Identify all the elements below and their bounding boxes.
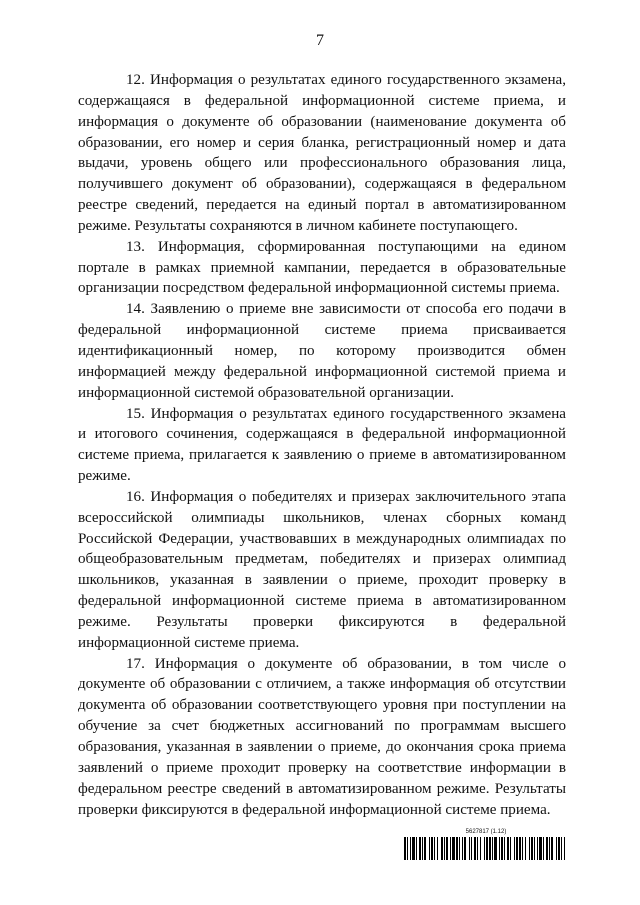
paragraph-17: 17. Информация о документе об образовании, в том числе о документе об образовании с отличием, а также информация об отсутствии документа об образовании соответствующего уровня при поступлении на обучение за счет бюджетных ассигнований по программам высшего образования, указанная в заявлении о приеме, до окончания срока приема заявлений о приеме проходит проверку на соответствие информации в федеральном реестре сведений в автоматизированном режиме. Результаты проверки фиксируются в федеральной информационной системе приема. (78, 655, 566, 818)
paragraph-14: 14. Заявлению о приеме вне зависимости от способа его подачи в федеральной информационной системе приема присваивается идентификационный номер, по которому производится обмен информацией между федеральной информационной системой приема и информационной системой образовательной организации. (78, 301, 566, 401)
barcode-block (404, 829, 568, 860)
paragraph-15: 15. Информация о результатах единого государственного экзамена и итогового сочинения, содержащаяся в федеральной информационной системе приема, прилагается к заявлению о приеме в автоматизированном режиме. (78, 405, 566, 485)
paragraph-13: 13. Информация, сформированная поступающими на едином портале в рамках приемной кампании, передается в образовательные организации посредством федеральной информационной системы приема. (78, 238, 566, 297)
barcode-code: 5627817 (1.12) (465, 829, 507, 835)
barcode-icon (404, 837, 568, 860)
page-number: 7 (316, 32, 324, 49)
paragraph-16: 16. Информация о победителях и призерах заключительного этапа всероссийской олимпиады школьников, членах сборных команд Российской Федерации, участвовавших в международных олимпиадах по общеобразовательным предметам, победителях и призерах олимпиад школьников, указанная в заявлении о приеме, проходит проверку в федеральной информационной системе приема в автоматизированном режиме. Результаты проверки фиксируются в федеральной информационной системе приема. (78, 488, 566, 651)
paragraph-12: 12. Информация о результатах единого государственного экзамена, содержащаяся в федеральной информационной системе приема, и информация о документе об образовании (наименование документа об образовании, его номер и серия бланка, регистрационный номер и дата выдачи, уровень общего или профессионального образования лица, получившего документ об образовании), содержащаяся в федеральном реестре сведений, передается на единый портал в автоматизированном режиме. Результаты сохраняются в личном кабинете поступающего. (78, 72, 566, 234)
document-body (78, 70, 566, 820)
